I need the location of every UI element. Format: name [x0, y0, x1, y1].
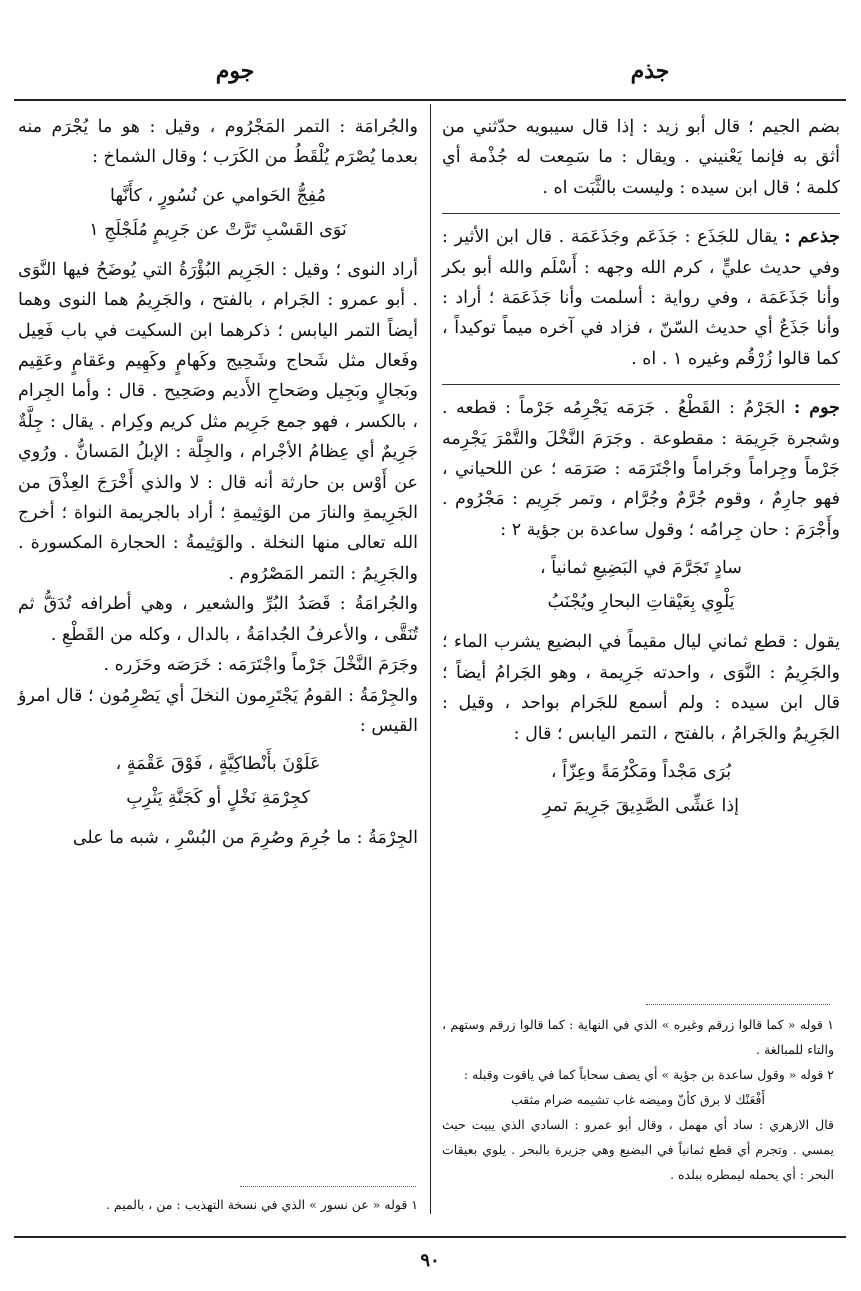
- left-column: [18, 112, 418, 854]
- entry-text: الجَرْمُ : القَطْعُ . جَرَمَه يَجْرِمُه جَرْماً : قطعه . وشجرة جَرِيمَة : مقطوعة . وجَرَمَ النَّخْلَ والتَّمْرَ يَجْرِمه جَرْماً وجِراماً وجَراماً واجْتَرَمَه : صَرَمَه ؛ عن اللحياني ، فهو جارِمٌ ، وقوم جُرَّمٌ وجُرَّام ، وتمر جَرِيم : مَجْرُوم . وأَجْرَمَ : حان جِرامُه ؛ وقول ساعدة بن جؤية ٢ :: [442, 398, 840, 540]
- footer-rule: [14, 1236, 846, 1238]
- paragraph: بضم الجيم ؛ قال أبو زيد : إذا قال سيبويه حدّثني من أثق به فإنما يَعْنيني . ويقال : ما سَمِعت له جُذْمة أي كلمة ؛ قال ابن سيده : وليست بالثَّبَت اه .: [442, 117, 840, 198]
- paragraph: وجَرَمَ النَّخْلَ جَرْماً واجْتَرَمَه : خَرَصَه وحَزَره .: [103, 655, 418, 676]
- divider: [442, 213, 840, 214]
- verse-line: إذا عَشِّى الصَّدِيقَ جَرِيمَ تمرِ: [542, 795, 740, 816]
- right-column: [442, 112, 840, 831]
- paragraph: والجُرامَة : التمر المَجْرُوم ، وقيل : هو ما يُجْرَم منه بعدما يُصْرَم يُلْقَطُ من الكَرَب ؛ وقال الشماخ :: [18, 117, 418, 168]
- header-word-left: جوم: [215, 58, 255, 84]
- paragraph: والجِرْمَةُ : القومُ يَجْتَرِمون النخلَ أي يَصْرِمُون ؛ قال امرؤ القيس :: [18, 685, 418, 736]
- footnote-rule: [646, 1004, 830, 1005]
- footnote: ٢ قوله « وقول ساعدة بن جؤية » أي يصف سحاباً كما في ياقوت وقبله :: [463, 1067, 834, 1082]
- footnote-verse: أَفْعَنْك لا برق كأنّ وميضه غاب تشيمه ضرام مثقب: [511, 1092, 765, 1107]
- footnote: ١ قوله « كما قالوا زرقم وغيره » الذي في النهاية : كما قالوا زرقم وستهم ، والتاء للمبالغة .: [442, 1017, 834, 1057]
- paragraph: يقول : قطع ثماني ليال مقيماً في البضيع يشرب الماء ؛ والجَرِيمُ : النَّوَى ، واحدته جَرِيمة ، وهو الجَرامُ أيضاً ؛ قال ابن سيده : ولم أسمع للجَرام بواحد ، وقيل : الجَرِيمُ والجَرامُ ، بالفتح ، التمر اليابس ؛ قال :: [442, 632, 840, 744]
- paragraph: [442, 393, 840, 545]
- verse-line: يَلْوِي بِعَيْقاتِ البحارِ ويُجْنَبُ: [547, 592, 735, 613]
- entry-headword: جوم :: [793, 398, 840, 419]
- paragraph: أراد النوى ؛ وقيل : الجَرِيم البُؤْرَةُ التي يُوضَحُ فيها النَّوَى . أبو عمرو : الجَرام ، بالفتح ، والجَرِيمُ هما النوى وهما أيضاً التمر اليابس ؛ ذكرهما ابن السكيت في باب فَعِيل وفَعال مثل شَحاج وشَحِيج وكَهامٍ وكَهِيم وعَقامٍ وعَقِيم وبَجالٍ وبَجِيل وصَحاحِ الأَديم وصَحِيح . قال : وأما الجِرام ، بالكسر ، فهو جمع جَرِيم مثل كريم وكِرام . يقال : جِلَّةٌ جَرِيمٌ أي عِظامُ الأجْرام ، والجِلَّة : الإبلُ المَسانُّ . ورُوي عن أَوْس بن حارثة أنه قال : لا والذي أَخْرَجَ العِذْقَ من الجَرِيمةِ والنارَ من الوَثِيمةِ ؛ أراد بالجريمة النواة ؛ أخرج الله تعالى منها النخلة . والوَثِيمةُ : الحجارة المكسورة . والجَرِيمُ : التمر المَصْرُوم .: [18, 259, 418, 584]
- verse: [18, 179, 418, 247]
- header-word-right: جذم: [630, 58, 670, 84]
- page-number: ٩٠: [420, 1250, 440, 1271]
- verse-line: عَلَوْنَ بأَنْطاكِيَّةٍ ، فَوْقَ عَقْمَةٍ ،: [115, 754, 321, 775]
- paragraph: الجِرْمَةُ : ما جُرِمَ وصُرِمَ من البُسْرِ ، شبه ما على: [72, 828, 418, 849]
- divider: [442, 384, 840, 385]
- entry-headword: جذعم :: [784, 227, 840, 248]
- verse-line: كجِرْمَةِ نَخْلٍ أو كَجَنَّةِ يَثْرِبِ: [126, 788, 310, 809]
- verse: [442, 755, 840, 823]
- verse-line: سادٍ تَجَرَّمَ في البَضِيعِ ثمانياً ،: [540, 558, 742, 579]
- left-footnotes: [18, 1192, 418, 1217]
- verse-line: مُفِجُّ الحَوامي عن نُسُورٍ ، كأَنَّها: [109, 185, 326, 206]
- entry-text: يقال للجَذَع : جَذَعَم وجَذَعَمَة . قال ابن الأثير : وفي حديث عليٍّ ، كرم الله وجهه : أَسْلَم والله أبو بكر وأنا جَذَعَمَة ، وفي رواية : أسلمت وأنا جَذَعَمَة ؛ أراد : وأنا جَذَعٌ أي حديث السّنّ ، فزاد في آخره ميماً توكيداً ، كما قالوا زُرْقُم وغيره ١ . اه .: [442, 227, 840, 369]
- verse: [442, 551, 840, 619]
- column-divider: [430, 104, 431, 1214]
- verse-line: بُرَى مَجْداً ومَكْرُمَةً وعِزّاً ،: [550, 761, 732, 782]
- verse-line: نَوَى القَسْبِ تَرَّتْ عن جَرِيمٍ مُلَجْلَجِ ١: [89, 219, 347, 240]
- header-rule: [14, 99, 846, 101]
- paragraph: [442, 222, 840, 374]
- footnote-rule: [240, 1186, 416, 1187]
- footnote: قال الازهري : ساد أي مهمل ، وقال أبو عمرو : السادي الذي يبيت حيث يمسي . وتجرم أي قطع ثمانياً في البضيع وهي جزيرة بالبحر . يلوي بعيقات البحر : أي يحمله ليمطره ببلده .: [442, 1117, 834, 1182]
- right-footnotes: [442, 1012, 834, 1187]
- verse: [18, 747, 418, 815]
- footnote: ١ قوله « عن نسور » الذي في نسخة التهذيب : من ، بالميم .: [105, 1197, 418, 1212]
- paragraph: والجُرامَةُ : قَصَدُ البُرِّ والشعير ، وهي أطرافه تُدَقُّ ثم تُنَقَّى ، والأعرفُ الجُدامَةُ ، بالدال ، وكله من القَطْعِ .: [18, 594, 418, 645]
